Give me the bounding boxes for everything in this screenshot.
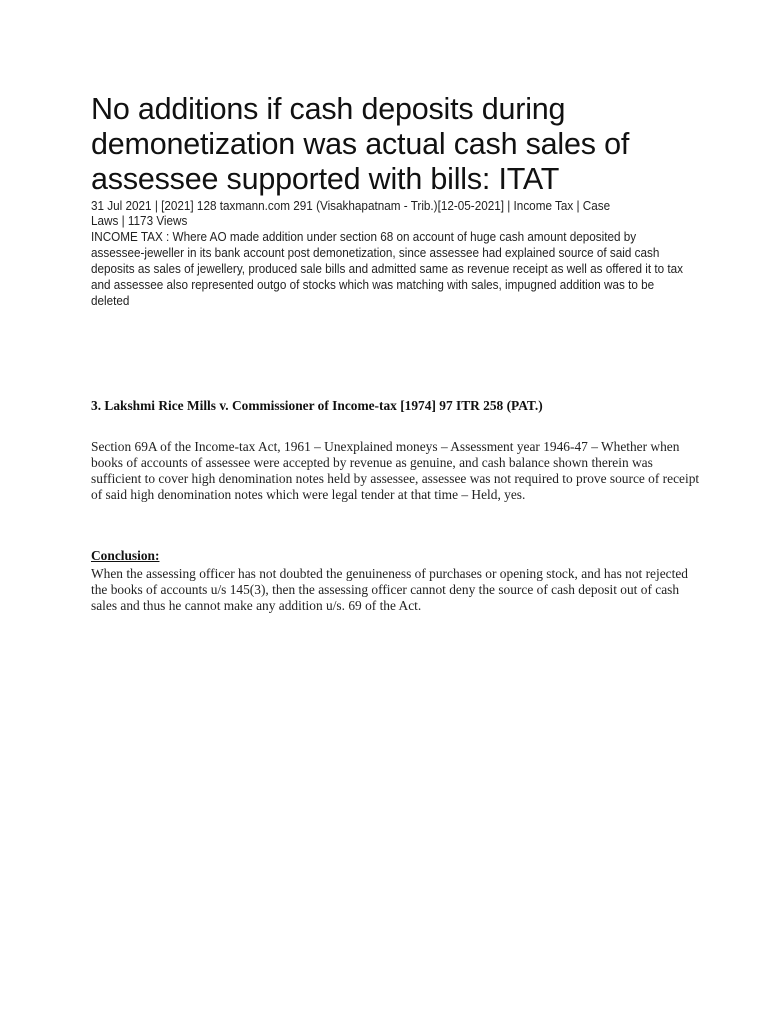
case-heading: 3. Lakshmi Rice Mills v. Commissioner of Income-tax [1974] 97 ITR 258 (PAT.): [91, 398, 543, 413]
article-meta-line-2: Laws | 1173 Views: [91, 214, 188, 228]
article-title: No additions if cash deposits during demonetization was actual cash sales of assessee supported with bills: ITAT: [91, 92, 630, 196]
conclusion-body: When the assessing officer has not doubted the genuineness of purchases or opening stock, and has not rejected the books of accounts u/s 145(3), then the assessing officer cannot deny the source of cash deposit out of cash sales and thus he cannot make any addition u/s. 69 of the Act.: [91, 566, 688, 613]
conclusion-label: Conclusion:: [91, 548, 160, 563]
case-body: Section 69A of the Income-tax Act, 1961 – Unexplained moneys – Assessment year 1946-47 – Whether when books of accounts of assessee were accepted by revenue as genuine, and cash balance shown therein was sufficient to cover high denomination notes held by assessee, assessee was not required to prove source of receipt of said high denomination notes which were legal tender at that time – Held, yes.: [91, 439, 700, 502]
article-summary: INCOME TAX : Where AO made addition under section 68 on account of huge cash amount deposited by assessee-jeweller in its bank account post demonetization, since assessee had explained source of said cash deposits as sales of jewellery, produced sale bills and admitted same as revenue receipt as well as offered it to tax and assessee also represented outgo of stocks which was matching with sales, impugned addition was to be deleted: [91, 230, 684, 308]
article-meta: [91, 199, 686, 229]
article-meta-line-1: 31 Jul 2021 | [2021] 128 taxmann.com 291 (Visakhapatnam - Trib.)[12-05-2021] | Income Tax | Case: [91, 199, 611, 213]
article-block: [91, 92, 691, 309]
